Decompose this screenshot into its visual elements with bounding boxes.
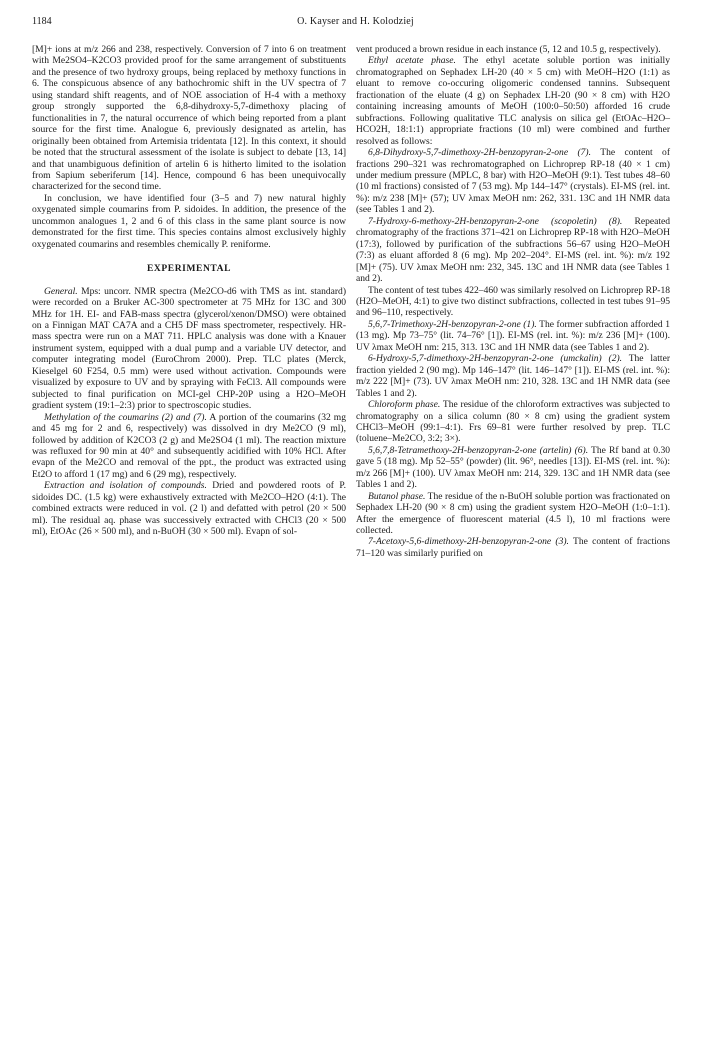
- paragraph: [32, 480, 346, 537]
- paragraph: [356, 445, 670, 491]
- paragraph-lead: 7-Acetoxy-5,6-dimethoxy-2H-benzopyran-2-one (3).: [368, 536, 569, 548]
- paragraph-lead: 7-Hydroxy-6-methoxy-2H-benzopyran-2-one (scopoletin) (8).: [368, 215, 623, 227]
- paragraph-lead: 5,6,7-Trimethoxy-2H-benzopyran-2-one (1).: [368, 318, 537, 330]
- paragraph-lead: Ethyl acetate phase.: [368, 55, 456, 67]
- paragraph-body: Dried and powdered roots of P. sidoides DC. (1.5 kg) were exhaustively extracted with Me2CO–H2O (4:1). The combined extracts were reduced in vol. (2 l) and defatted with petrol (20 × 500 ml). The residual aq. phase was successively extracted with CHCl3 (20 × 500 ml), EtOAc (26 × 500 ml), and n-BuOH (30 × 500 ml). Evapn of sol-: [32, 480, 347, 538]
- paragraph-lead: Chloroform phase.: [368, 399, 441, 411]
- page-number: 1184: [32, 16, 52, 27]
- paragraph: [356, 536, 670, 559]
- page-header: [32, 16, 679, 32]
- paragraph: [356, 491, 670, 537]
- paragraph: vent produced a brown residue in each instance (5, 12 and 10.5 g, respectively).: [356, 44, 661, 55]
- left-column: [32, 44, 346, 538]
- paragraph-body: The ethyl acetate soluble portion was initially chromatographed on Sephadex LH-20 (40 × 5 cm) with MeOH–H2O (1:1) as eluant to remove co-occuring oligomeric condensed tannins. Subsequent fractionation of the eluate (4 g) on Sephadex LH-20 (90 × 8 cm) with H2O containing increasing amounts of MeOH (100:0–50:50) afforded 16 crude subfractions. Following qualitative TLC analysis on silica gel (EtOAc–H2O–HCO2H, 18:1:1) appropriate fractions (10 ml) were combined and further resolved as follows:: [356, 55, 670, 147]
- paragraph-body: Mps: uncorr. NMR spectra (Me2CO-d6 with TMS as int. standard) were recorded on a Bruker AC-300 spectrometer at 75 MHz for 13C and 300 MHz for 1H. EI- and FAB-mass spectra (glycerol/xenon/DMSO) were obtained on a Finnigan MAT CA7A and a CH5 DF mass spectrometer, respectively. HR-mass spectra were run on a MAT 711. HPLC analysis was done with a Knauer instrument system, equipped with a dual pump and a variable UV detector, and computer integrating model (EuroChrom 2000). Prep. TLC plates (Merck, Kieselgel 60 F254, 0.5 mm) were used without activation. Compounds were visualized by exposure to UV and by spraying with FeCl3. All compounds were subjected to final purification on MCI-gel CHP-20P using a H2O–MeOH gradient system (19:1–2:3) prior to spectroscopic studies.: [32, 285, 346, 412]
- paragraph: [356, 319, 670, 353]
- paragraph-lead: Extraction and isolation of compounds.: [44, 480, 207, 492]
- paragraph: [32, 412, 346, 481]
- paragraph-body: The residue of the chloroform extractives was subjected to chromatography on a silica column (80 × 8 cm) using the gradient system CHCl3–MeOH (99:1–4:1). Frs 69–81 were further resolved by prep. TLC (toluene–Me2CO, 3:2; 3×).: [356, 399, 670, 445]
- paragraph-body: The Rf band at 0.30 gave 5 (18 mg). Mp 52–55° (powder) (lit. 96°, needles [13]). EI-MS (rel. int. %): m/z 266 [M]+ (100). UV λmax MeOH nm: 214, 329. 13C and 1H NMR data (see Tables 1 and 2).: [356, 444, 670, 491]
- paragraph: [356, 147, 670, 216]
- paragraph: [356, 55, 670, 147]
- paragraph: [M]+ ions at m/z 266 and 238, respectively. Conversion of 7 into 6 on treatment with Me2SO4–K2CO3 provided proof for the same arrangement of substituents and the presence of two hydroxy groups, being replaced by methoxy functions in 6. The conspicuous absence of any bathochromic shift in the UV spectra of 7 using standard shift reagents, and of NOE association of H-4 with a methoxy group strongly supported the 6,8-dihydroxy-5,7-dimethoxy placing of functionalities in 7, the natural occurrence of which being reported from a plant source for the first time. Analogue 6, previously designated as artelin, has originally been obtained from Artemisia tridentata [12]. In this context, it should be noted that the structural assessment of the isolate is subject to debate [13, 14] and that unambiguous definition of artelin 6 is hitherto limited to the isolation from Sapium seberiferum [14]. Hence, compound 6 has been unequivocally characterized for the second time.: [32, 44, 346, 193]
- paragraph: [356, 216, 670, 285]
- paragraph-lead: General.: [44, 285, 78, 297]
- paragraph-lead: Methylation of the coumarins (2) and (7).: [44, 411, 207, 423]
- paragraph-body: A portion of the coumarins (32 mg and 45 mg for 2 and 6, respectively) was dissolved in dry Me2CO (9 ml), followed by addition of K2CO3 (2 g) and Me2SO4 (1 ml). The reaction mixture was refluxed for 90 min at 40° and subsequently acidified with 10% HCl. After evapn of the Me2CO and removal of the ppt., the product was extracted using Et2O to afford 1 (17 mg) and 6 (29 mg), respectively.: [32, 411, 346, 480]
- running-head: O. Kayser and H. Kolodziej: [297, 16, 414, 27]
- paragraph: The content of test tubes 422–460 was similarly resolved on Lichroprep RP-18 (H2O–MeOH, 4:1) to give two distinct subfractions, collected in test tubes 91–95 and 96–110, respectively.: [356, 284, 670, 319]
- paragraph-lead: 6,8-Dihydroxy-5,7-dimethoxy-2H-benzopyran-2-one (7).: [368, 147, 592, 159]
- paragraph-body: The content of fractions 290–321 was rechromatographed on Lichroprep RP-18 (40 × 1 cm) under medium pressure (MPLC, 8 bar) with H2O–MeOH (9:1). Test tubes 48–60 (10 ml fractions) consisted of 7 (53 mg). Mp 144–147° (crystals). EI-MS (rel. int. %): m/z 238 [M]+ (57); UV λmax MeOH nm: 262, 331. 13C and 1H NMR data (see Tables 1 and 2).: [356, 147, 670, 216]
- paragraph-lead: Butanol phase.: [368, 490, 426, 502]
- paragraph: [356, 353, 670, 399]
- paragraph-body: The latter fraction yielded 2 (90 mg). Mp 146–147° (lit. 146–147° [1]). EI-MS (rel. int. %): m/z 222 [M]+ (73). UV λmax MeOH nm: 210, 328. 13C and 1H NMR data (see Tables 1 and 2).: [356, 353, 670, 399]
- paragraph-body: The content of fractions 71–120 was similarly purified on: [356, 536, 671, 559]
- paragraph-lead: 5,6,7,8-Tetramethoxy-2H-benzopyran-2-one (artelin) (6).: [368, 444, 589, 456]
- paragraph: [32, 286, 346, 412]
- paragraph-body: The residue of the n-BuOH soluble portion was fractionated on Sephadex LH-20 (90 × 8 cm) using the gradient system H2O–MeOH (1:0–1:1). After the emergence of fluorescent material (4.5 l), 10 ml fractions were collected.: [356, 490, 670, 537]
- paragraph: In conclusion, we have identified four (3–5 and 7) new natural highly oxygenated simple coumarins from P. sidoides. In addition, the presence of the uncommon analogues 1, 2 and 6 of this class in the same plant source is now demonstrated for the first time. This species contains almost exclusively highly oxygenated coumarins and resembles chemically P. reniforme.: [32, 192, 346, 250]
- paragraph-body: Repeated chromatography of the fractions 371–421 on Lichroprep RP-18 with H2O–MeOH (17:3), followed by purification of the subfractions 56–67 using H2O–MeOH (7:3) as eluant afforded 8 (6 mg). Mp 202–204°. EI-MS (rel. int. %): m/z 192 [M]+ (75). UV λmax MeOH nm: 232, 345. 13C and 1H NMR data (see Tables 1 and 2).: [356, 215, 670, 285]
- paragraph: [356, 399, 670, 445]
- paragraph-lead: 6-Hydroxy-5,7-dimethoxy-2H-benzopyran-2-one (umckalin) (2).: [368, 353, 623, 365]
- paragraph-body: The former subfraction afforded 1 (13 mg). Mp 73–75° (lit. 74–76° [1]). EI-MS (rel. int. %): m/z 236 [M]+ (100). UV λmax MeOH nm: 215, 313. 13C and 1H NMR data (see Tables 1 and 2).: [356, 318, 670, 353]
- section-heading: EXPERIMENTAL: [146, 264, 232, 275]
- right-column: [356, 44, 670, 559]
